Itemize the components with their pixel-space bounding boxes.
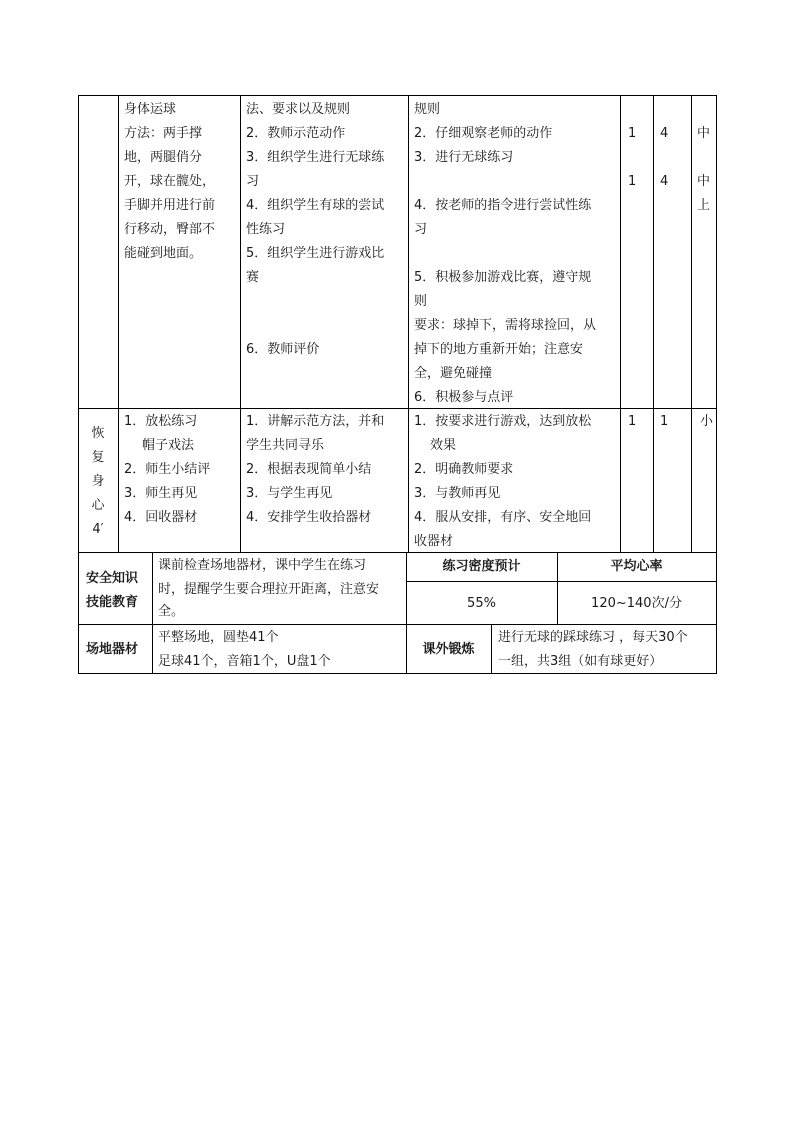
student-line: 1．按要求进行游戏，达到放松 [414,414,592,429]
time-value: 4 [660,126,669,141]
teacher-line: 4．组织学生有球的尝试 [246,198,385,213]
teacher-line: 3．组织学生进行无球练 [246,150,385,165]
equipment-text-line: 足球41个，音箱1个，U盘1个 [158,654,331,669]
equipment-label: 场地器材 [86,642,139,657]
count-value: 1 [628,126,637,141]
density-value: 55% [467,596,496,611]
recover-count-value: 1 [628,414,637,429]
content-line: 4．回收器材 [124,510,198,525]
intensity-value: 中 [697,174,711,189]
time-value: 4 [660,174,669,189]
safety-text-line: 全。 [158,604,185,619]
student-line: 规则 [414,102,441,117]
heart-rate-label: 平均心率 [610,559,663,574]
exercise-text-line: 一组，共3组（如有球更好） [498,654,663,669]
exercise-label: 课外锻炼 [422,642,475,657]
stage-char: 身 [91,474,105,489]
teacher-line: 2．教师示范动作 [246,126,346,141]
stage-char: 恢 [91,426,105,441]
safety-text-line: 课前检查场地器材，课中学生在练习 [158,558,367,573]
equipment-text-line: 平整场地，圆垫41个 [158,630,279,645]
student-line: 习 [414,222,428,237]
recover-intensity-value: 小 [700,414,714,429]
recover-time-value: 1 [660,414,669,429]
student-line: 2．仔细观察老师的动作 [414,126,553,141]
student-line: 则 [414,294,428,309]
teacher-line: 赛 [246,270,260,285]
exercise-text-line: 进行无球的踩球练习 ，每天30个 [498,630,688,645]
teacher-line: 3．与学生再见 [246,486,333,501]
intensity-value: 中 [697,126,711,141]
content-line: 身体运球 [124,102,177,117]
teacher-line: 法、要求以及规则 [246,102,351,117]
count-value: 1 [628,174,637,189]
content-line: 地，两腿俏分 [124,150,203,165]
content-line: 开，球在髋处， [124,174,216,189]
content-line: 手脚并用进行前 [124,198,216,213]
safety-label-line: 技能教育 [86,595,139,610]
student-line: 要求：球掉下，需将球捡回，从 [414,318,597,333]
student-line: 6．积极参与点评 [414,390,514,405]
content-line: 3．师生再见 [124,486,198,501]
content-line: 1．放松练习 [124,414,198,429]
teacher-line: 1．讲解示范方法，并和 [246,414,385,429]
teacher-line: 6．教师评价 [246,342,320,357]
stage-char: 4′ [92,522,104,537]
intensity-value: 上 [697,198,711,213]
student-line: 2．明确教师要求 [414,462,514,477]
student-line: 5．积极参加游戏比赛，遵守规 [414,270,592,285]
teacher-line: 学生共同寻乐 [246,438,325,453]
safety-label-line: 安全知识 [86,571,139,586]
content-line: 行移动，臀部不 [124,222,216,237]
student-line: 4．按老师的指令进行尝试性练 [414,198,592,213]
content-line: 2．师生小结评 [124,462,211,477]
teacher-line: 性练习 [246,222,286,237]
student-line: 收器材 [414,534,454,549]
content-line: 帽子戏法 [142,438,195,453]
student-line: 3．与教师再见 [414,486,501,501]
stage-char: 心 [91,498,105,513]
teacher-line: 习 [246,174,260,189]
teacher-line: 5．组织学生进行游戏比 [246,246,385,261]
safety-text-line: 时，提醒学生要合理拉开距离，注意安 [158,582,380,597]
content-line: 能碰到地面。 [124,246,203,261]
student-line: 全，避免碰撞 [414,366,493,381]
student-line: 4．服从安排，有序、安全地回 [414,510,592,525]
heart-rate-value: 120~140次/分 [591,596,682,611]
student-line: 掉下的地方重新开始；注意安 [414,342,584,357]
content-line: 方法：两手撑 [124,126,203,141]
density-label: 练习密度预计 [442,559,521,574]
stage-char: 复 [91,450,105,465]
teacher-line: 4．安排学生收拾器材 [246,510,372,525]
student-line: 3．进行无球练习 [414,150,514,165]
teacher-line: 2．根据表现简单小结 [246,462,372,477]
student-line: 效果 [430,438,457,453]
